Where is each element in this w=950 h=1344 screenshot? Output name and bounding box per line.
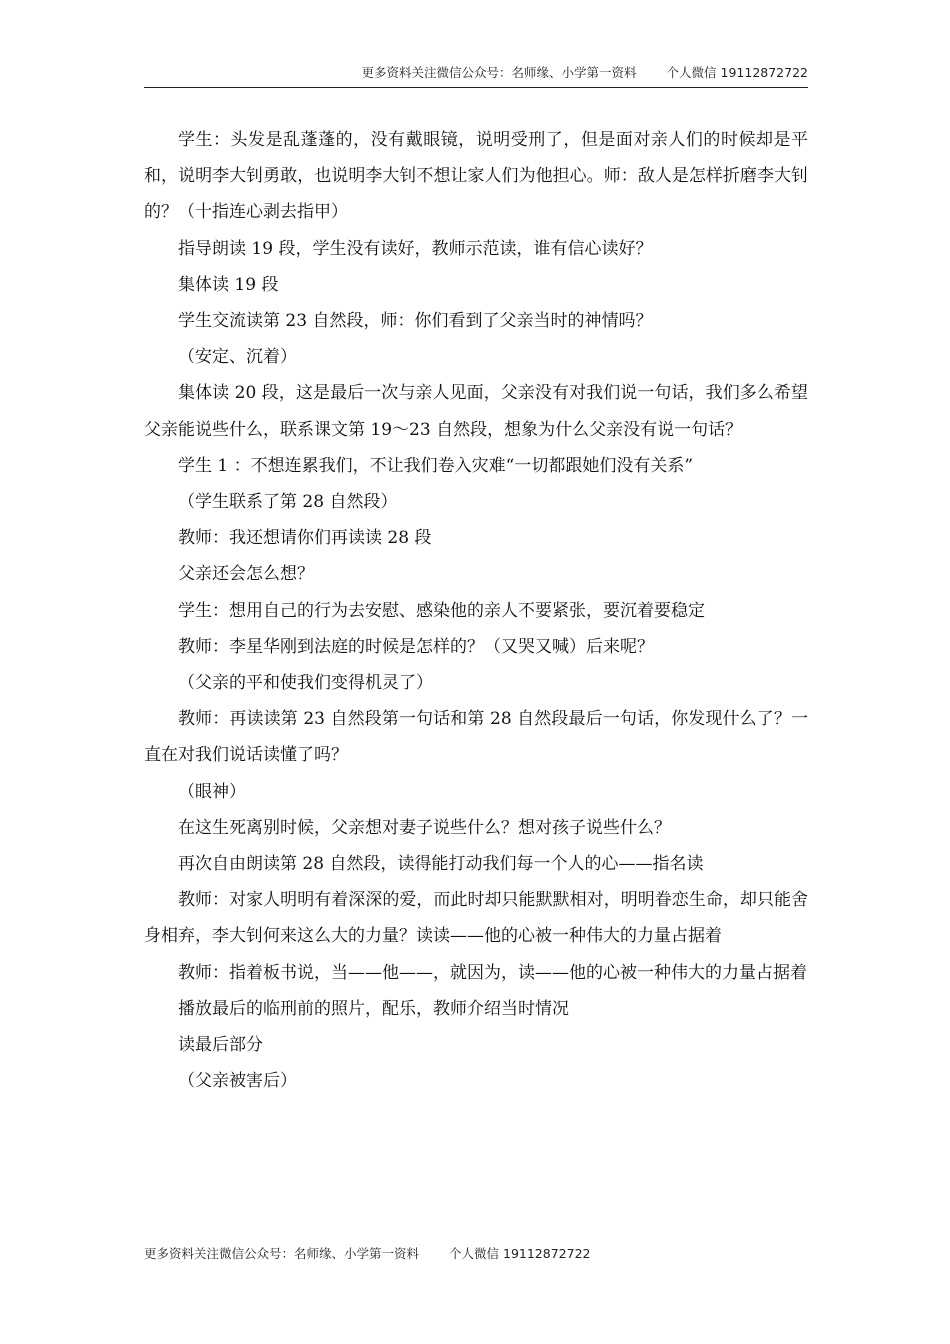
header-divider	[144, 87, 808, 88]
paragraph: （眼神）	[178, 781, 246, 802]
paragraph: 教师：对家人明明有着深深的爱，而此时却只能默默相对，明明眷恋生命，却只能舍身相弃，李大钊何来这么大的力量？读读——他的心被一种伟大的力量占据着	[144, 890, 808, 947]
footer-personal-wechat: 个人微信 19112872722	[449, 1246, 591, 1261]
paragraph: （学生联系了第 28 自然段）	[178, 492, 398, 513]
document-body	[144, 122, 808, 1099]
paragraph: 学生交流读第 23 自然段，师：你们看到了父亲当时的神情吗？	[178, 311, 653, 332]
paragraph: 学生：想用自己的行为去安慰、感染他的亲人不要紧张，要沉着要稳定	[178, 600, 705, 621]
footer-wechat-account: 更多资料关注微信公众号：名师缘、小学第一资料	[144, 1246, 420, 1261]
paragraph: 学生 1 ：不想连累我们，不让我们卷入灾难“一切都跟她们没有关系”	[178, 455, 694, 476]
paragraph: 教师：我还想请你们再读读 28 段	[178, 528, 432, 549]
paragraph: 父亲还会怎么想？	[178, 564, 314, 585]
header-wechat-account: 更多资料关注微信公众号：名师缘、小学第一资料	[361, 65, 637, 80]
paragraph: 集体读 19 段	[178, 274, 279, 295]
paragraph: 教师：指着板书说，当——他——，就因为，读——他的心被一种伟大的力量占据着	[178, 962, 807, 983]
paragraph: 集体读 20 段，这是最后一次与亲人见面，父亲没有对我们说一句话，我们多么希望父亲能说些什么，联系课文第 19～23 自然段，想象为什么父亲没有说一句话？	[144, 383, 808, 440]
paragraph: 再次自由朗读第 28 自然段，读得能打动我们每一个人的心——指名读	[178, 854, 704, 875]
paragraph: 指导朗读 19 段，学生没有读好，教师示范读，谁有信心读好？	[178, 238, 653, 259]
header-personal-wechat: 个人微信 19112872722	[666, 65, 808, 80]
paragraph: 学生：头发是乱蓬蓬的，没有戴眼镜，说明受刑了，但是面对亲人们的时候却是平和，说明李大钊勇敢，也说明李大钊不想让家人们为他担心。师：敌人是怎样折磨李大钊的？（十指连心剥去指甲）	[144, 130, 808, 223]
paragraph: 教师：李星华刚到法庭的时候是怎样的？（又哭又喊）后来呢？	[178, 636, 654, 657]
paragraph: 教师：再读读第 23 自然段第一句话和第 28 自然段最后一句话，你发现什么了？一直在对我们说话读懂了吗？	[144, 709, 808, 766]
paragraph: 在这生死离别时候，父亲想对妻子说些什么？想对孩子说些什么？	[178, 817, 671, 838]
paragraph: （父亲的平和使我们变得机灵了）	[178, 673, 433, 694]
paragraph: （安定、沉着）	[178, 347, 297, 368]
paragraph: 播放最后的临刑前的照片，配乐，教师介绍当时情况	[178, 998, 569, 1019]
page-header	[144, 62, 808, 84]
paragraph: 读最后部分	[178, 1035, 263, 1056]
paragraph: （父亲被害后）	[178, 1071, 297, 1092]
page-footer	[144, 1244, 590, 1262]
